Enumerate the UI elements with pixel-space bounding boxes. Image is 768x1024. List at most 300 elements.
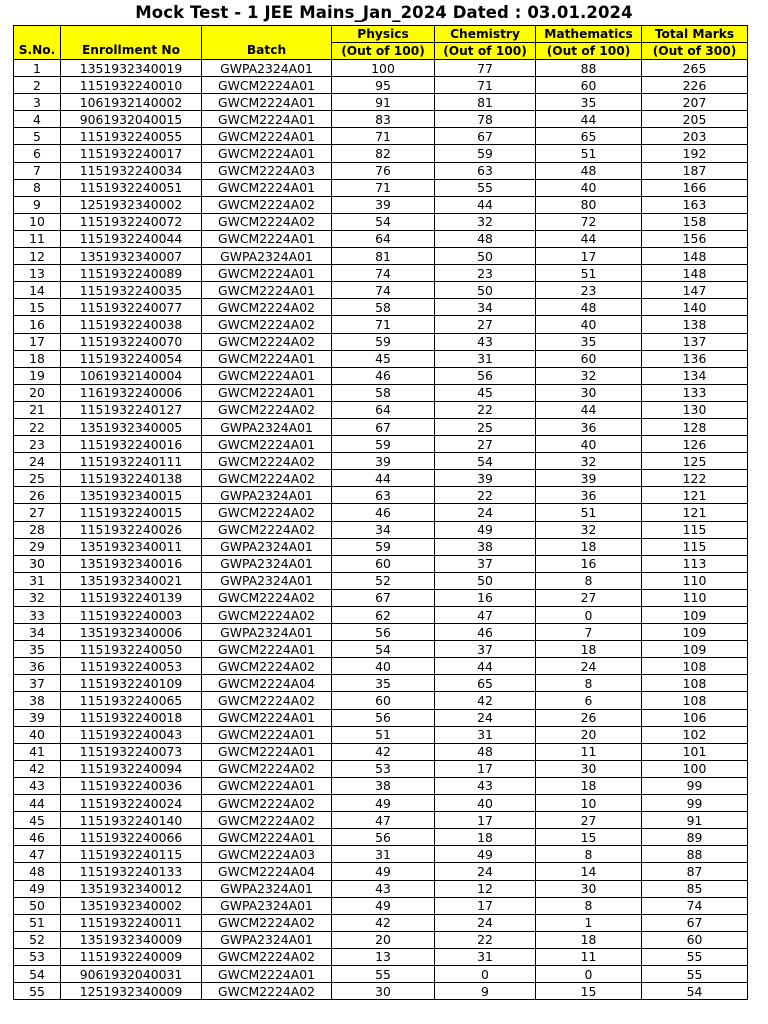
cell-sno: 34 xyxy=(14,624,61,641)
cell-physics: 82 xyxy=(332,145,435,162)
cell-chemistry: 40 xyxy=(435,795,536,812)
cell-total: 99 xyxy=(642,795,748,812)
table-row xyxy=(14,470,748,487)
cell-total: 122 xyxy=(642,470,748,487)
cell-mathematics: 8 xyxy=(536,897,642,914)
cell-enrollment-no: 1151932240138 xyxy=(61,470,202,487)
table-row xyxy=(14,401,748,418)
cell-chemistry: 50 xyxy=(435,282,536,299)
table-header xyxy=(14,26,748,60)
cell-mathematics: 23 xyxy=(536,282,642,299)
cell-chemistry: 43 xyxy=(435,777,536,794)
cell-physics: 39 xyxy=(332,196,435,213)
cell-chemistry: 25 xyxy=(435,418,536,435)
cell-chemistry: 31 xyxy=(435,350,536,367)
cell-enrollment-no: 1351932340006 xyxy=(61,624,202,641)
table-row xyxy=(14,658,748,675)
table-row xyxy=(14,829,748,846)
cell-physics: 95 xyxy=(332,77,435,94)
cell-enrollment-no: 1151932240089 xyxy=(61,265,202,282)
cell-total: 102 xyxy=(642,726,748,743)
table-row xyxy=(14,983,748,1000)
cell-chemistry: 39 xyxy=(435,470,536,487)
cell-physics: 40 xyxy=(332,658,435,675)
cell-sno: 50 xyxy=(14,897,61,914)
cell-enrollment-no: 1151932240009 xyxy=(61,948,202,965)
cell-enrollment-no: 1351932340015 xyxy=(61,487,202,504)
cell-physics: 62 xyxy=(332,607,435,624)
table-row xyxy=(14,350,748,367)
cell-sno: 4 xyxy=(14,111,61,128)
cell-total: 138 xyxy=(642,316,748,333)
cell-chemistry: 47 xyxy=(435,607,536,624)
cell-batch: GWPA2324A01 xyxy=(202,624,332,641)
cell-physics: 49 xyxy=(332,795,435,812)
cell-chemistry: 18 xyxy=(435,829,536,846)
table-row xyxy=(14,316,748,333)
cell-chemistry: 22 xyxy=(435,931,536,948)
cell-chemistry: 48 xyxy=(435,743,536,760)
cell-sno: 25 xyxy=(14,470,61,487)
cell-physics: 71 xyxy=(332,316,435,333)
table-row xyxy=(14,572,748,589)
cell-total: 203 xyxy=(642,128,748,145)
cell-sno: 11 xyxy=(14,230,61,247)
cell-enrollment-no: 1151932240139 xyxy=(61,589,202,606)
cell-enrollment-no: 1351932340011 xyxy=(61,538,202,555)
cell-mathematics: 15 xyxy=(536,829,642,846)
cell-sno: 7 xyxy=(14,162,61,179)
cell-total: 156 xyxy=(642,230,748,247)
cell-physics: 64 xyxy=(332,230,435,247)
cell-physics: 67 xyxy=(332,589,435,606)
cell-batch: GWPA2324A01 xyxy=(202,555,332,572)
cell-batch: GWCM2224A01 xyxy=(202,436,332,453)
cell-batch: GWCM2224A02 xyxy=(202,589,332,606)
cell-physics: 42 xyxy=(332,743,435,760)
cell-chemistry: 31 xyxy=(435,948,536,965)
cell-total: 187 xyxy=(642,162,748,179)
cell-sno: 20 xyxy=(14,384,61,401)
cell-sno: 9 xyxy=(14,196,61,213)
cell-mathematics: 72 xyxy=(536,213,642,230)
cell-chemistry: 31 xyxy=(435,726,536,743)
cell-physics: 91 xyxy=(332,94,435,111)
cell-batch: GWCM2224A02 xyxy=(202,213,332,230)
cell-chemistry: 17 xyxy=(435,760,536,777)
cell-enrollment-no: 1151932240111 xyxy=(61,453,202,470)
cell-enrollment-no: 1151932240066 xyxy=(61,829,202,846)
cell-sno: 12 xyxy=(14,248,61,265)
cell-physics: 100 xyxy=(332,60,435,77)
cell-batch: GWCM2224A02 xyxy=(202,983,332,1000)
cell-chemistry: 12 xyxy=(435,880,536,897)
header-sno: S.No. xyxy=(14,26,61,60)
cell-enrollment-no: 1151932240072 xyxy=(61,213,202,230)
cell-chemistry: 63 xyxy=(435,162,536,179)
cell-enrollment-no: 1151932240115 xyxy=(61,846,202,863)
cell-physics: 55 xyxy=(332,965,435,982)
cell-physics: 47 xyxy=(332,812,435,829)
table-row xyxy=(14,162,748,179)
cell-chemistry: 22 xyxy=(435,487,536,504)
cell-sno: 6 xyxy=(14,145,61,162)
cell-enrollment-no: 1151932240034 xyxy=(61,162,202,179)
cell-batch: GWCM2224A01 xyxy=(202,743,332,760)
header-batch: Batch xyxy=(202,26,332,60)
cell-physics: 49 xyxy=(332,863,435,880)
table-row xyxy=(14,812,748,829)
cell-mathematics: 0 xyxy=(536,965,642,982)
table-row xyxy=(14,777,748,794)
table-row xyxy=(14,641,748,658)
cell-batch: GWCM2224A01 xyxy=(202,726,332,743)
cell-chemistry: 9 xyxy=(435,983,536,1000)
cell-chemistry: 34 xyxy=(435,299,536,316)
cell-physics: 67 xyxy=(332,418,435,435)
cell-batch: GWPA2324A01 xyxy=(202,572,332,589)
cell-mathematics: 8 xyxy=(536,572,642,589)
cell-mathematics: 7 xyxy=(536,624,642,641)
cell-physics: 81 xyxy=(332,248,435,265)
cell-batch: GWCM2224A01 xyxy=(202,111,332,128)
cell-sno: 52 xyxy=(14,931,61,948)
cell-chemistry: 24 xyxy=(435,914,536,931)
cell-sno: 45 xyxy=(14,812,61,829)
cell-physics: 83 xyxy=(332,111,435,128)
table-row xyxy=(14,692,748,709)
table-row xyxy=(14,504,748,521)
cell-enrollment-no: 1151932240051 xyxy=(61,179,202,196)
cell-total: 147 xyxy=(642,282,748,299)
cell-batch: GWCM2224A03 xyxy=(202,846,332,863)
table-row xyxy=(14,897,748,914)
cell-chemistry: 48 xyxy=(435,230,536,247)
cell-total: 113 xyxy=(642,555,748,572)
cell-total: 130 xyxy=(642,401,748,418)
cell-sno: 41 xyxy=(14,743,61,760)
cell-chemistry: 50 xyxy=(435,572,536,589)
cell-enrollment-no: 9061932040015 xyxy=(61,111,202,128)
cell-batch: GWCM2224A01 xyxy=(202,641,332,658)
cell-mathematics: 48 xyxy=(536,162,642,179)
table-row xyxy=(14,196,748,213)
cell-enrollment-no: 1151932240070 xyxy=(61,333,202,350)
cell-total: 109 xyxy=(642,607,748,624)
cell-batch: GWCM2224A02 xyxy=(202,521,332,538)
cell-batch: GWCM2224A01 xyxy=(202,179,332,196)
cell-batch: GWCM2224A01 xyxy=(202,94,332,111)
cell-batch: GWPA2324A01 xyxy=(202,248,332,265)
cell-enrollment-no: 1351932340009 xyxy=(61,931,202,948)
cell-sno: 28 xyxy=(14,521,61,538)
cell-mathematics: 30 xyxy=(536,880,642,897)
cell-enrollment-no: 1151932240043 xyxy=(61,726,202,743)
cell-chemistry: 23 xyxy=(435,265,536,282)
cell-enrollment-no: 1151932240036 xyxy=(61,777,202,794)
cell-chemistry: 16 xyxy=(435,589,536,606)
cell-sno: 21 xyxy=(14,401,61,418)
cell-batch: GWCM2224A02 xyxy=(202,333,332,350)
cell-sno: 55 xyxy=(14,983,61,1000)
cell-batch: GWCM2224A02 xyxy=(202,760,332,777)
cell-total: 148 xyxy=(642,265,748,282)
cell-sno: 3 xyxy=(14,94,61,111)
cell-sno: 15 xyxy=(14,299,61,316)
cell-chemistry: 38 xyxy=(435,538,536,555)
cell-enrollment-no: 1151932240133 xyxy=(61,863,202,880)
cell-batch: GWCM2224A01 xyxy=(202,829,332,846)
table-row xyxy=(14,436,748,453)
cell-mathematics: 15 xyxy=(536,983,642,1000)
header-total-max: (Out of 300) xyxy=(642,43,748,60)
cell-sno: 26 xyxy=(14,487,61,504)
cell-mathematics: 35 xyxy=(536,333,642,350)
cell-mathematics: 30 xyxy=(536,760,642,777)
cell-enrollment-no: 1151932240055 xyxy=(61,128,202,145)
cell-sno: 18 xyxy=(14,350,61,367)
cell-physics: 45 xyxy=(332,350,435,367)
cell-sno: 2 xyxy=(14,77,61,94)
cell-sno: 42 xyxy=(14,760,61,777)
cell-chemistry: 46 xyxy=(435,624,536,641)
cell-mathematics: 60 xyxy=(536,350,642,367)
cell-total: 134 xyxy=(642,367,748,384)
cell-enrollment-no: 1151932240038 xyxy=(61,316,202,333)
cell-enrollment-no: 1251932340002 xyxy=(61,196,202,213)
table-row xyxy=(14,965,748,982)
cell-total: 265 xyxy=(642,60,748,77)
cell-enrollment-no: 1151932240053 xyxy=(61,658,202,675)
cell-total: 109 xyxy=(642,624,748,641)
cell-physics: 58 xyxy=(332,384,435,401)
cell-sno: 37 xyxy=(14,675,61,692)
table-row xyxy=(14,248,748,265)
cell-mathematics: 32 xyxy=(536,521,642,538)
cell-total: 163 xyxy=(642,196,748,213)
cell-physics: 49 xyxy=(332,897,435,914)
table-row xyxy=(14,760,748,777)
cell-mathematics: 32 xyxy=(536,367,642,384)
cell-total: 89 xyxy=(642,829,748,846)
cell-enrollment-no: 9061932040031 xyxy=(61,965,202,982)
header-mathematics: Mathematics xyxy=(536,26,642,43)
cell-sno: 54 xyxy=(14,965,61,982)
cell-batch: GWCM2224A01 xyxy=(202,965,332,982)
cell-sno: 32 xyxy=(14,589,61,606)
cell-chemistry: 37 xyxy=(435,641,536,658)
cell-chemistry: 24 xyxy=(435,863,536,880)
header-enrollment: Enrollment No xyxy=(61,26,202,60)
cell-physics: 54 xyxy=(332,641,435,658)
cell-chemistry: 27 xyxy=(435,436,536,453)
cell-chemistry: 17 xyxy=(435,812,536,829)
cell-batch: GWCM2224A01 xyxy=(202,367,332,384)
header-physics-max: (Out of 100) xyxy=(332,43,435,60)
cell-mathematics: 8 xyxy=(536,846,642,863)
cell-physics: 63 xyxy=(332,487,435,504)
cell-batch: GWCM2224A02 xyxy=(202,299,332,316)
cell-physics: 54 xyxy=(332,213,435,230)
table-row xyxy=(14,418,748,435)
table-row xyxy=(14,333,748,350)
table-row xyxy=(14,111,748,128)
table-row xyxy=(14,265,748,282)
table-row xyxy=(14,94,748,111)
cell-batch: GWPA2324A01 xyxy=(202,880,332,897)
cell-total: 85 xyxy=(642,880,748,897)
cell-chemistry: 49 xyxy=(435,846,536,863)
cell-mathematics: 44 xyxy=(536,111,642,128)
cell-batch: GWPA2324A01 xyxy=(202,538,332,555)
cell-physics: 64 xyxy=(332,401,435,418)
cell-mathematics: 51 xyxy=(536,145,642,162)
cell-mathematics: 24 xyxy=(536,658,642,675)
cell-physics: 74 xyxy=(332,282,435,299)
cell-mathematics: 17 xyxy=(536,248,642,265)
cell-enrollment-no: 1151932240003 xyxy=(61,607,202,624)
cell-total: 115 xyxy=(642,521,748,538)
cell-mathematics: 44 xyxy=(536,401,642,418)
cell-chemistry: 27 xyxy=(435,316,536,333)
cell-batch: GWPA2324A01 xyxy=(202,897,332,914)
cell-chemistry: 44 xyxy=(435,196,536,213)
cell-batch: GWPA2324A01 xyxy=(202,418,332,435)
table-row xyxy=(14,675,748,692)
cell-mathematics: 65 xyxy=(536,128,642,145)
cell-enrollment-no: 1061932140004 xyxy=(61,367,202,384)
cell-batch: GWCM2224A02 xyxy=(202,795,332,812)
cell-enrollment-no: 1351932340005 xyxy=(61,418,202,435)
cell-chemistry: 55 xyxy=(435,179,536,196)
table-row xyxy=(14,624,748,641)
cell-mathematics: 51 xyxy=(536,265,642,282)
cell-mathematics: 1 xyxy=(536,914,642,931)
table-row xyxy=(14,179,748,196)
cell-mathematics: 88 xyxy=(536,60,642,77)
cell-enrollment-no: 1151932240024 xyxy=(61,795,202,812)
cell-enrollment-no: 1351932340012 xyxy=(61,880,202,897)
cell-total: 115 xyxy=(642,538,748,555)
cell-batch: GWCM2224A04 xyxy=(202,675,332,692)
cell-sno: 27 xyxy=(14,504,61,521)
cell-batch: GWCM2224A02 xyxy=(202,692,332,709)
cell-total: 60 xyxy=(642,931,748,948)
cell-sno: 44 xyxy=(14,795,61,812)
table-row xyxy=(14,607,748,624)
cell-enrollment-no: 1151932240073 xyxy=(61,743,202,760)
cell-physics: 31 xyxy=(332,846,435,863)
cell-sno: 38 xyxy=(14,692,61,709)
table-body xyxy=(14,60,748,1000)
sheet-title: Mock Test - 1 JEE Mains_Jan_2024 Dated : 03.01.2024 xyxy=(135,3,633,22)
table-row xyxy=(14,367,748,384)
cell-batch: GWCM2224A02 xyxy=(202,607,332,624)
cell-chemistry: 24 xyxy=(435,709,536,726)
cell-enrollment-no: 1251932340009 xyxy=(61,983,202,1000)
cell-mathematics: 60 xyxy=(536,77,642,94)
cell-batch: GWCM2224A01 xyxy=(202,777,332,794)
cell-total: 110 xyxy=(642,572,748,589)
cell-sno: 48 xyxy=(14,863,61,880)
table-row xyxy=(14,384,748,401)
cell-enrollment-no: 1151932240050 xyxy=(61,641,202,658)
cell-sno: 17 xyxy=(14,333,61,350)
cell-batch: GWCM2224A02 xyxy=(202,316,332,333)
cell-enrollment-no: 1151932240017 xyxy=(61,145,202,162)
cell-total: 192 xyxy=(642,145,748,162)
cell-enrollment-no: 1351932340002 xyxy=(61,897,202,914)
cell-mathematics: 14 xyxy=(536,863,642,880)
cell-physics: 46 xyxy=(332,504,435,521)
cell-physics: 56 xyxy=(332,624,435,641)
cell-batch: GWCM2224A01 xyxy=(202,230,332,247)
cell-total: 133 xyxy=(642,384,748,401)
table-row xyxy=(14,709,748,726)
cell-chemistry: 32 xyxy=(435,213,536,230)
cell-sno: 13 xyxy=(14,265,61,282)
cell-enrollment-no: 1061932140002 xyxy=(61,94,202,111)
cell-mathematics: 18 xyxy=(536,538,642,555)
cell-total: 226 xyxy=(642,77,748,94)
cell-batch: GWCM2224A02 xyxy=(202,196,332,213)
cell-total: 205 xyxy=(642,111,748,128)
cell-enrollment-no: 1161932240006 xyxy=(61,384,202,401)
cell-sno: 29 xyxy=(14,538,61,555)
cell-total: 101 xyxy=(642,743,748,760)
table-row xyxy=(14,60,748,77)
cell-chemistry: 37 xyxy=(435,555,536,572)
cell-sno: 49 xyxy=(14,880,61,897)
cell-mathematics: 40 xyxy=(536,316,642,333)
cell-batch: GWCM2224A01 xyxy=(202,384,332,401)
cell-batch: GWPA2324A01 xyxy=(202,931,332,948)
cell-sno: 39 xyxy=(14,709,61,726)
cell-batch: GWCM2224A02 xyxy=(202,948,332,965)
cell-total: 55 xyxy=(642,948,748,965)
cell-enrollment-no: 1151932240016 xyxy=(61,436,202,453)
cell-total: 100 xyxy=(642,760,748,777)
results-table xyxy=(13,25,748,1000)
cell-mathematics: 0 xyxy=(536,607,642,624)
cell-chemistry: 65 xyxy=(435,675,536,692)
cell-sno: 40 xyxy=(14,726,61,743)
table-row xyxy=(14,589,748,606)
cell-sno: 14 xyxy=(14,282,61,299)
cell-physics: 71 xyxy=(332,179,435,196)
cell-sno: 31 xyxy=(14,572,61,589)
cell-sno: 23 xyxy=(14,436,61,453)
cell-mathematics: 27 xyxy=(536,812,642,829)
cell-mathematics: 16 xyxy=(536,555,642,572)
cell-enrollment-no: 1151932240109 xyxy=(61,675,202,692)
table-row xyxy=(14,213,748,230)
cell-mathematics: 27 xyxy=(536,589,642,606)
cell-chemistry: 42 xyxy=(435,692,536,709)
cell-total: 54 xyxy=(642,983,748,1000)
table-row xyxy=(14,487,748,504)
cell-batch: GWCM2224A01 xyxy=(202,265,332,282)
cell-batch: GWPA2324A01 xyxy=(202,487,332,504)
cell-chemistry: 22 xyxy=(435,401,536,418)
table-row xyxy=(14,726,748,743)
cell-mathematics: 35 xyxy=(536,94,642,111)
cell-total: 55 xyxy=(642,965,748,982)
cell-enrollment-no: 1151932240054 xyxy=(61,350,202,367)
table-row xyxy=(14,128,748,145)
cell-sno: 1 xyxy=(14,60,61,77)
table-row xyxy=(14,538,748,555)
